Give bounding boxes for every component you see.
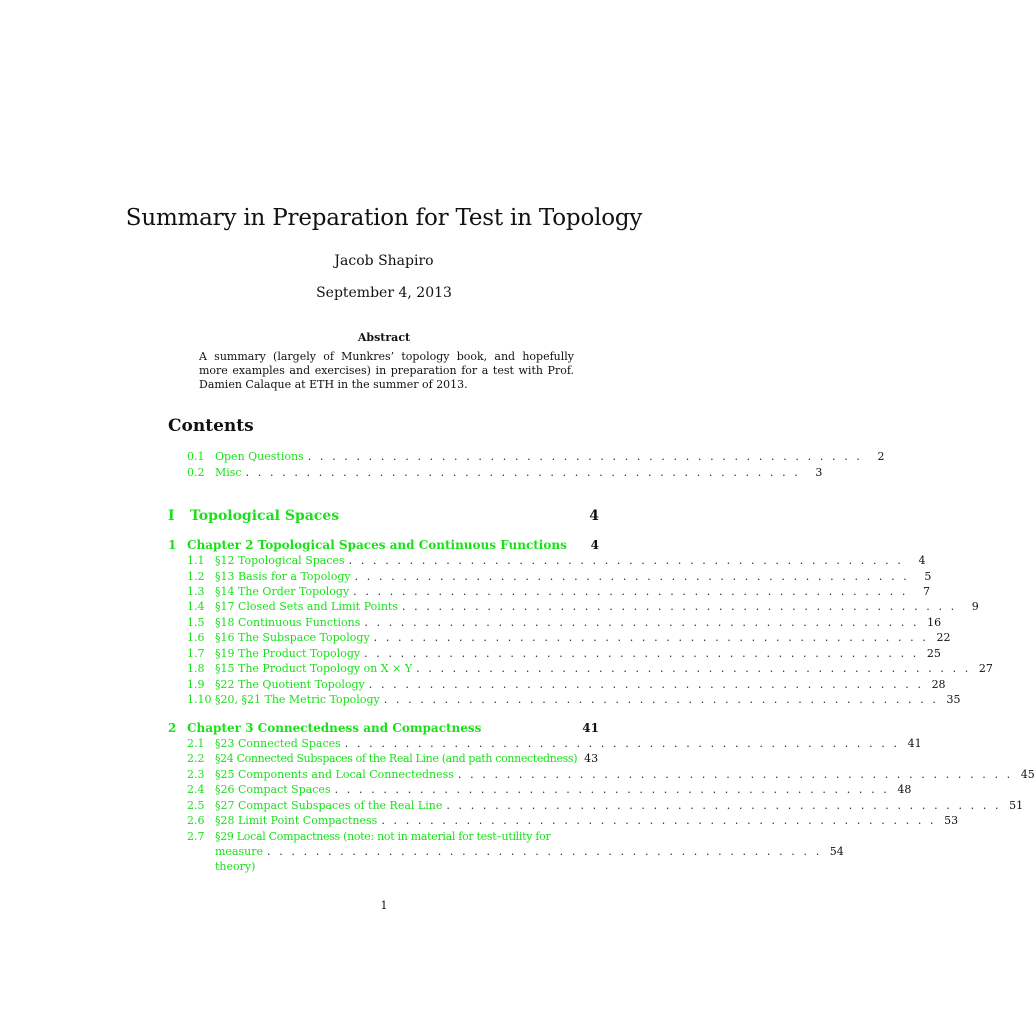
toc-part-title[interactable]: Topological Spaces (190, 508, 340, 524)
toc-entry-title[interactable]: §16 The Subspace Topology (215, 631, 370, 644)
toc-entry[interactable] (187, 677, 946, 692)
toc-entry[interactable] (187, 736, 922, 751)
toc-entry[interactable] (187, 553, 926, 568)
toc-entry-page: 53 (944, 814, 959, 827)
toc-entry[interactable] (187, 449, 885, 464)
toc-entry-page: 45 (1020, 768, 1035, 781)
toc-entry-number: 1.2 (187, 570, 205, 583)
author-name: Jacob Shapiro (334, 253, 434, 269)
dot-leader: . . . . . . . . . . . . . . . . . . . . . . . . . . . . . . . . . . . . . . . . . . . . . . (383, 693, 939, 706)
toc-entry-title[interactable]: §18 Continuous Functions (215, 616, 361, 629)
toc-entry-number: 1.3 (187, 585, 205, 598)
toc-entry-title[interactable]: Misc (215, 466, 242, 479)
dot-leader: . . . . . . . . . . . . . . . . . . . . . . . . . . . . . . . . . . . . . . . . . . . . . . (401, 600, 957, 613)
dot-leader: . . . . . . . . . . . . . . . . . . . . . . . . . . . . . . . . . . . . . . . . . . . . . . (354, 570, 910, 583)
toc-chapter-number: 2 (168, 721, 177, 735)
toc-entry-page: 7 (922, 585, 930, 598)
dot-leader: . . . . . . . . . . . . . . . . . . . . . . . . . . . . . . . . . . . . . . . . . . . . . . (334, 783, 890, 796)
toc-entry-number: 2.7 (187, 830, 205, 843)
toc-part-number: I (168, 508, 175, 524)
toc-entry-number: 1.1 (187, 554, 205, 567)
dot-leader: . . . . . . . . . . . . . . . . . . . . . . . . . . . . . . . . . . . . . . . . . . . . . . (457, 768, 1013, 781)
toc-entry-number: 1.8 (187, 662, 205, 675)
toc-entry-title[interactable]: §17 Closed Sets and Limit Points (215, 600, 398, 613)
document-date: September 4, 2013 (316, 285, 452, 301)
dot-leader: . . . . . . . . . . . . . . . . . . . . . . . . . . . . . . . . . . . . . . . . . . . . . . (307, 450, 863, 463)
toc-entry-title[interactable]: §13 Basis for a Topology (215, 570, 351, 583)
dot-leader: . . . . . . . . . . . . . . . . . . . . . . . . . . . . . . . . . . . . . . . . . . . . . . (348, 554, 904, 567)
dot-leader: . . . . . . . . . . . . . . . . . . . . . . . . . . . . . . . . . . . . . . . . . . . . . . (364, 647, 919, 660)
toc-entry-title[interactable]: §19 The Product Topology (215, 647, 361, 660)
toc-entry-number: 1.4 (187, 600, 205, 613)
toc-part-page: 4 (589, 508, 599, 524)
dot-leader: . . . . . . . . . . . . . . . . . . . . . . . . . . . . . . . . . . . . . . . . . . . . . . (267, 845, 822, 858)
toc-entry-number: 2.5 (187, 799, 205, 812)
toc-entry-title[interactable]: §15 The Product Topology on X × Y (215, 662, 413, 675)
contents-heading: Contents (168, 416, 254, 436)
toc-entry[interactable] (187, 569, 932, 584)
dot-leader: . . . . . . . . . . . . . . . . . . . . . . . . . . . . . . . . . . . . . . . . . . . . . . (245, 466, 801, 479)
toc-part[interactable] (168, 506, 599, 526)
abstract-text: A summary (largely of Munkres’ topology book, and hopefully more examples and exercises) in preparation for a test with Prof. Damien Calaque at ETH in the summer of 2013. (199, 350, 574, 391)
toc-entry-number: 2.6 (187, 814, 205, 827)
toc-entry-continuation (215, 844, 844, 874)
toc-entry-title[interactable]: §22 The Quotient Topology (215, 678, 365, 691)
toc-entry-page: 4 (918, 554, 926, 567)
toc-entry-title[interactable]: §14 The Order Topology (215, 585, 350, 598)
dot-leader: . . . . . . . . . . . . . . . . . . . . . . . . . . . . . . . . . . . . . . . . . . . . . . (364, 616, 920, 629)
toc-entry-number: 1.7 (187, 647, 205, 660)
toc-entry-title[interactable]: §27 Compact Subspaces of the Real Line (215, 799, 443, 812)
dot-leader: . . . . . . . . . . . . . . . . . . . . . . . . . . . . . . . . . . . . . . . . . . . . . . (416, 662, 971, 675)
toc-entry-number: 2.1 (187, 737, 205, 750)
toc-entry[interactable] (187, 465, 823, 480)
toc-entry-title-continued[interactable]: measure theory) (215, 845, 263, 873)
toc-entry-title[interactable]: Open Questions (215, 450, 304, 463)
toc-entry-page: 35 (946, 693, 961, 706)
toc-entry-page: 3 (815, 466, 823, 479)
toc-entry[interactable] (187, 584, 930, 599)
toc-entry-page: 27 (978, 662, 993, 675)
toc-entry-page: 5 (924, 570, 932, 583)
toc-entry-page: 25 (926, 647, 941, 660)
toc-chapter-page: 4 (590, 538, 599, 552)
toc-entry-page: 28 (931, 678, 946, 691)
toc-entry[interactable] (187, 798, 1024, 813)
dot-leader: . . . . . . . . . . . . . . . . . . . . . . . . . . . . . . . . . . . . . . . . . . . . . . (381, 814, 937, 827)
page-number: 1 (380, 899, 388, 912)
toc-entry-page: 54 (829, 845, 844, 858)
toc-entry-page: 9 (971, 600, 979, 613)
toc-chapter[interactable] (168, 537, 599, 553)
dot-leader: . . . . . . . . . . . . . . . . . . . . . . . . . . . . . . . . . . . . . . . . . . . . . . (373, 631, 929, 644)
dot-leader: . . . . . . . . . . . . . . . . . . . . . . . . . . . . . . . . . . . . . . . . . . . . . . (344, 737, 900, 750)
toc-entry-number: 2.3 (187, 768, 205, 781)
toc-entry[interactable] (187, 813, 959, 828)
toc-chapter-number: 1 (168, 538, 177, 552)
toc-entry-title[interactable]: §26 Compact Spaces (215, 783, 331, 796)
toc-entry[interactable] (187, 599, 979, 614)
dot-leader: . . . . . . . . . . . . . . . . . . . . . . . . . . . . . . . . . . . . . . . . . . . . . . (368, 678, 924, 691)
toc-entry[interactable] (187, 782, 912, 797)
toc-entry-title[interactable]: §25 Components and Local Connectedness (215, 768, 454, 781)
toc-entry[interactable] (187, 630, 951, 645)
toc-entry[interactable] (187, 829, 844, 873)
toc-entry-title[interactable]: §12 Topological Spaces (215, 554, 345, 567)
toc-entry-title[interactable]: §29 Local Compactness (note: not in material for test–utility for (215, 830, 551, 843)
toc-entry-number: 0.1 (187, 450, 205, 463)
toc-entry-page: 16 (927, 616, 942, 629)
toc-entry-number: 1.5 (187, 616, 205, 629)
toc-entry[interactable] (187, 767, 1035, 782)
toc-entry[interactable] (187, 751, 599, 766)
toc-entry-number: 2.2 (187, 752, 205, 765)
toc-entry-title[interactable]: §20, §21 The Metric Topology (215, 693, 380, 706)
document-title: Summary in Preparation for Test in Topology (125, 205, 643, 231)
toc-entry-page: 22 (936, 631, 951, 644)
toc-entry-number: 2.4 (187, 783, 205, 796)
toc-entry-page: 48 (897, 783, 912, 796)
toc-entry-number: 1.9 (187, 678, 205, 691)
toc-entry-number: 1.10 (187, 693, 212, 706)
toc-entry[interactable] (187, 646, 941, 661)
toc-entry[interactable] (187, 692, 961, 707)
toc-entry-number: 0.2 (187, 466, 205, 479)
dot-leader: . . . . . . . . . . . . . . . . . . . . . . . . . . . . . . . . . . . . . . . . . . . . . . (353, 585, 908, 598)
toc-entry-page: 51 (1009, 799, 1024, 812)
abstract-heading: Abstract (357, 331, 411, 344)
toc-entry-page: 2 (877, 450, 885, 463)
toc-chapter[interactable] (168, 720, 599, 736)
toc-chapter-page: 41 (582, 721, 599, 735)
toc-entry[interactable] (187, 615, 942, 630)
toc-entry-page: 43 (584, 752, 599, 765)
toc-entry-title[interactable]: §23 Connected Spaces (215, 737, 341, 750)
dot-leader: . . . . . . . . . . . . . . . . . . . . . . . . . . . . . . . . . . . . . . . . . . . . . . (446, 799, 1002, 812)
toc-chapter-title[interactable]: Chapter 2 Topological Spaces and Continuous Functions (187, 538, 567, 552)
toc-entry-page: 41 (907, 737, 922, 750)
toc-entry-title[interactable]: §28 Limit Point Compactness (215, 814, 378, 827)
toc-entry[interactable] (187, 661, 993, 676)
toc-entry-title[interactable]: §24 Connected Subspaces of the Real Line (and path connectedness) (215, 752, 578, 765)
toc-entry-number: 1.6 (187, 631, 205, 644)
toc-chapter-title[interactable]: Chapter 3 Connectedness and Compactness (187, 721, 482, 735)
